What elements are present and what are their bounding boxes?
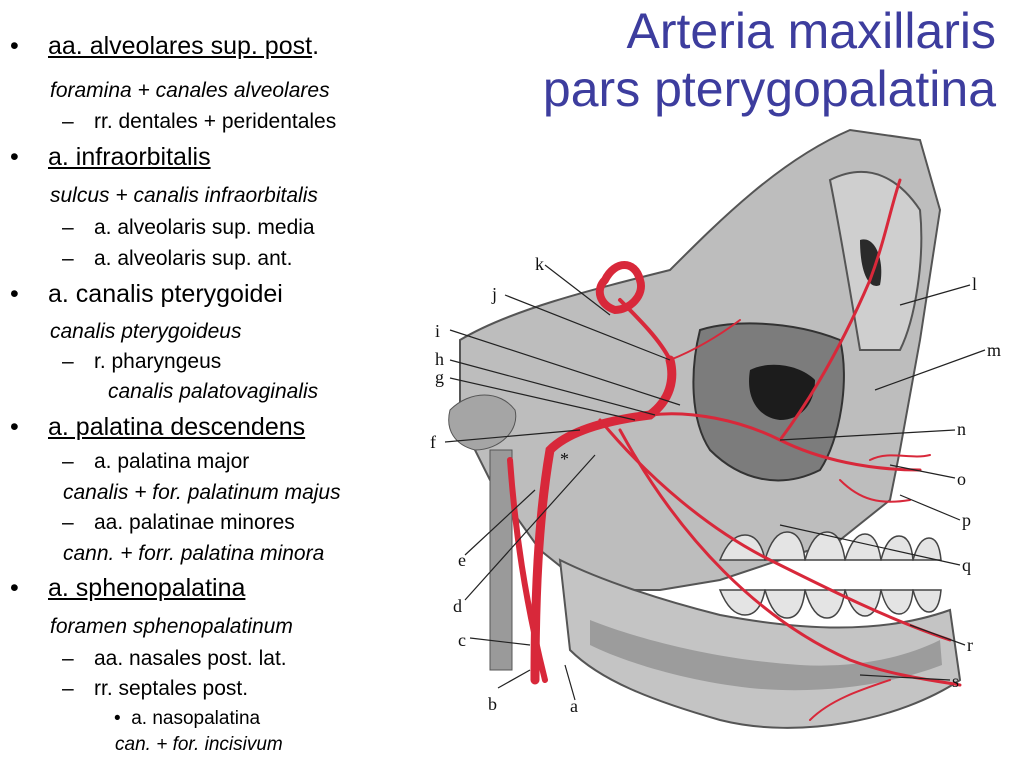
sub-item-text: aa. palatinae minores: [94, 511, 295, 534]
sub-item-text: a. alveolaris sup. media: [94, 216, 315, 239]
bullet-subtext: foramen sphenopalatinum: [50, 615, 293, 638]
label-q: q: [962, 555, 971, 575]
label-c: c: [458, 630, 466, 650]
bullet-marker: •: [10, 574, 19, 602]
label-n: n: [957, 419, 966, 439]
label-a: a: [570, 696, 578, 716]
label-f: f: [430, 432, 436, 452]
bullet-heading: aa. alveolares sup. post: [48, 32, 313, 60]
dash-marker: –: [62, 216, 74, 239]
slide-title: [436, 2, 996, 118]
bullet-marker: •: [10, 32, 19, 60]
bullet-heading: a. palatina descendens: [48, 413, 306, 441]
bullet-subtext: canalis pterygoideus: [50, 320, 242, 343]
sub-item-text: r. pharyngeus: [94, 350, 222, 373]
label-i: i: [435, 321, 441, 341]
label-l: l: [972, 274, 978, 294]
sub-item-subtext: canalis palatovaginalis: [108, 380, 319, 403]
bullet-marker: •: [114, 708, 121, 729]
bullet-heading: a. infraorbitalis: [48, 143, 211, 171]
sub-item-subtext: canalis + for. palatinum majus: [63, 481, 341, 504]
bullet-marker: •: [10, 143, 19, 171]
dash-marker: –: [62, 647, 74, 670]
label-e: e: [458, 550, 466, 570]
bullet-heading: a. sphenopalatina: [48, 574, 246, 602]
label-k: k: [535, 254, 544, 274]
skull-diagram: [420, 120, 1024, 768]
bullet-marker: •: [10, 280, 19, 308]
label-star: *: [560, 449, 569, 469]
sub-item-text: a. alveolaris sup. ant.: [94, 247, 293, 270]
bullet-heading-suffix: .: [312, 32, 320, 60]
sub-sub-item-subtext: can. + for. incisivum: [115, 734, 283, 755]
label-j: j: [492, 284, 498, 304]
bullet-subtext: sulcus + canalis infraorbitalis: [50, 184, 318, 207]
bullet-marker: •: [10, 413, 19, 441]
label-d: d: [453, 596, 462, 616]
dash-marker: –: [62, 350, 74, 373]
dash-marker: –: [62, 110, 74, 133]
dash-marker: –: [62, 511, 74, 534]
label-r: r: [967, 635, 973, 655]
bullet-subtext: foramina + canales alveolares: [50, 79, 330, 102]
label-p: p: [962, 510, 971, 530]
sub-item-text: a. palatina major: [94, 450, 250, 473]
sub-sub-item-text: a. nasopalatina: [131, 708, 261, 729]
sub-item-text: rr. septales post.: [94, 677, 249, 700]
bullet-heading: a. canalis pterygoidei: [48, 280, 283, 308]
dash-marker: –: [62, 247, 74, 270]
label-o: o: [957, 469, 966, 489]
label-g: g: [435, 367, 444, 387]
sub-item-text: rr. dentales + peridentales: [94, 110, 337, 133]
dash-marker: –: [62, 677, 74, 700]
label-b: b: [488, 694, 497, 714]
label-h: h: [435, 349, 444, 369]
anatomical-illustration: [420, 120, 1024, 768]
sub-item-subtext: cann. + forr. palatina minora: [63, 542, 325, 565]
sub-sub-item: [114, 708, 260, 730]
dash-marker: –: [62, 450, 74, 473]
sub-item-text: aa. nasales post. lat.: [94, 647, 287, 670]
title-line-1: Arteria maxillaris: [626, 3, 996, 59]
label-s: s: [952, 671, 960, 691]
label-m: m: [987, 340, 1002, 360]
title-line-2: pars pterygopalatina: [542, 61, 996, 117]
